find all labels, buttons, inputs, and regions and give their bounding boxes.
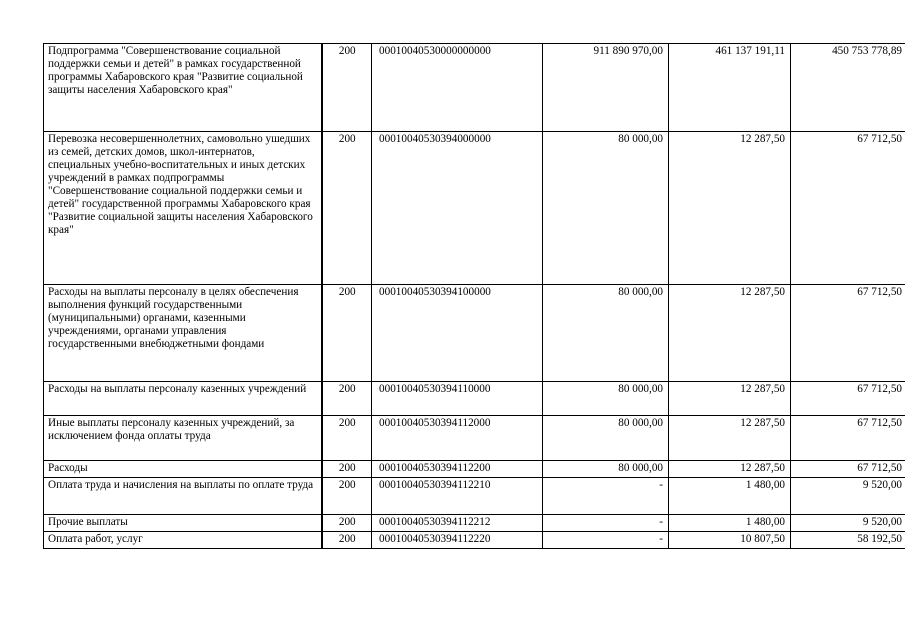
expense-name-cell: Иные выплаты персоналу казенных учреждений, за исключением фонда оплаты труда [44,416,322,461]
classification-code-cell: 00010040530394112212 [372,515,543,532]
remaining-amount-cell: 67 712,50 [791,382,905,416]
line-code-cell: 200 [322,532,372,549]
remaining-amount-cell: 67 712,50 [791,285,905,382]
classification-code-cell: 00010040530394112000 [372,416,543,461]
executed-amount-cell: 12 287,50 [669,132,791,285]
remaining-amount-cell: 9 520,00 [791,515,905,532]
table-row [44,44,905,132]
budget-execution-table [43,43,905,549]
expense-name-cell: Прочие выплаты [44,515,322,532]
expense-name-cell: Перевозка несовершеннолетних, самовольно ушедших из семей, детских домов, школ-интернатов, специальных учебно-воспитательных и иных детских учреждений в рамках подпрограммы "Совершенствование социальной поддержки семьи и детей" государственной программы Хабаровского края "Развитие социальной защиты населения Хабаровского края" [44,132,322,285]
expense-name-cell: Оплата работ, услуг [44,532,322,549]
classification-code-cell: 00010040530000000000 [372,44,543,132]
classification-code-cell: 00010040530394112220 [372,532,543,549]
executed-amount-cell: 1 480,00 [669,478,791,515]
executed-amount-cell: 1 480,00 [669,515,791,532]
table-row [44,532,905,549]
classification-code-cell: 00010040530394000000 [372,132,543,285]
expense-name-cell: Оплата труда и начисления на выплаты по оплате труда [44,478,322,515]
line-code-cell: 200 [322,461,372,478]
planned-amount-cell: 80 000,00 [543,416,669,461]
table-row [44,416,905,461]
planned-amount-cell: 80 000,00 [543,132,669,285]
planned-amount-cell: 80 000,00 [543,461,669,478]
executed-amount-cell: 10 807,50 [669,532,791,549]
expense-name-cell: Расходы на выплаты персоналу в целях обеспечения выполнения функций государственными (муниципальными) органами, казенными учреждениями, органами управления государственными внебюджетными фондами [44,285,322,382]
classification-code-cell: 00010040530394112200 [372,461,543,478]
executed-amount-cell: 12 287,50 [669,382,791,416]
line-code-cell: 200 [322,382,372,416]
line-code-cell: 200 [322,285,372,382]
table-row [44,382,905,416]
planned-amount-cell: 911 890 970,00 [543,44,669,132]
executed-amount-cell: 461 137 191,11 [669,44,791,132]
remaining-amount-cell: 67 712,50 [791,461,905,478]
executed-amount-cell: 12 287,50 [669,285,791,382]
remaining-amount-cell: 67 712,50 [791,416,905,461]
table-row [44,285,905,382]
line-code-cell: 200 [322,515,372,532]
line-code-cell: 200 [322,44,372,132]
table-row [44,132,905,285]
table-row [44,478,905,515]
expense-name-cell: Расходы на выплаты персоналу казенных учреждений [44,382,322,416]
executed-amount-cell: 12 287,50 [669,461,791,478]
line-code-cell: 200 [322,132,372,285]
planned-amount-cell: - [543,532,669,549]
remaining-amount-cell: 9 520,00 [791,478,905,515]
remaining-amount-cell: 450 753 778,89 [791,44,905,132]
table-row [44,515,905,532]
table-row [44,461,905,478]
classification-code-cell: 00010040530394110000 [372,382,543,416]
classification-code-cell: 00010040530394100000 [372,285,543,382]
executed-amount-cell: 12 287,50 [669,416,791,461]
planned-amount-cell: 80 000,00 [543,382,669,416]
planned-amount-cell: 80 000,00 [543,285,669,382]
planned-amount-cell: - [543,478,669,515]
classification-code-cell: 00010040530394112210 [372,478,543,515]
expense-name-cell: Подпрограмма "Совершенствование социальной поддержки семьи и детей" в рамках государственной программы Хабаровского края "Развитие социальной защиты населения Хабаровского края" [44,44,322,132]
line-code-cell: 200 [322,478,372,515]
expense-name-cell: Расходы [44,461,322,478]
planned-amount-cell: - [543,515,669,532]
remaining-amount-cell: 58 192,50 [791,532,905,549]
table-body [44,44,905,549]
line-code-cell: 200 [322,416,372,461]
remaining-amount-cell: 67 712,50 [791,132,905,285]
